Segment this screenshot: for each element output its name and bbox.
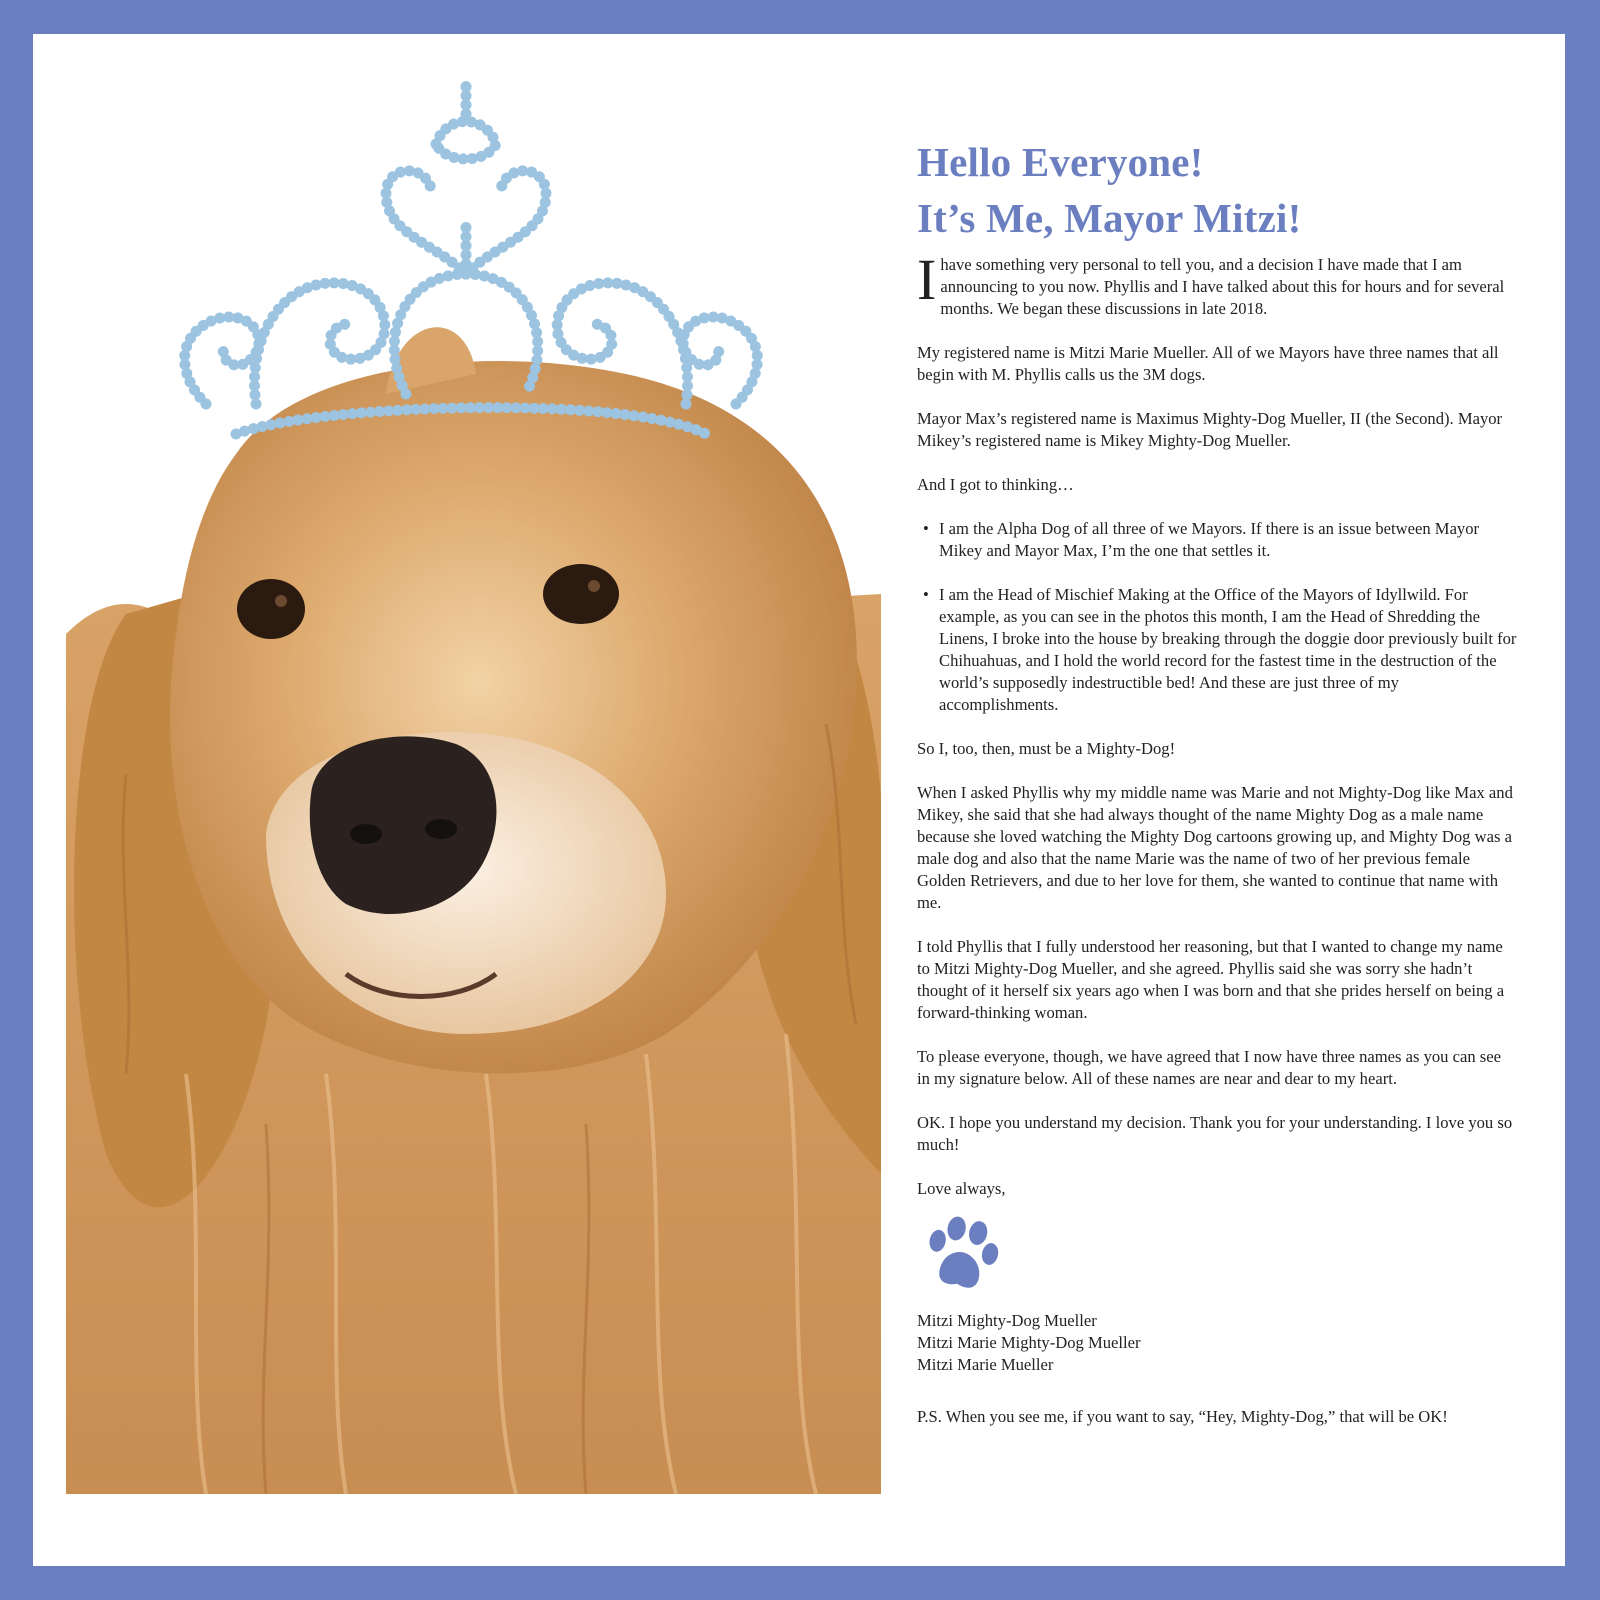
signature-line-3: Mitzi Marie Mueller <box>917 1355 1054 1374</box>
golden-retriever-image <box>66 74 881 1494</box>
paragraph-name-change: I told Phyllis that I fully understood her reasoning, but that I wanted to change my name to Mitzi Mighty-Dog Mueller, and she agreed. Phyllis said she was sorry she hadn’t thought of it herself six years ago when I was born and that she prides herself on being a forward-thinking woman. <box>917 937 1505 1022</box>
page-panel <box>33 34 1565 1566</box>
postscript: P.S. When you see me, if you want to say, “Hey, Mighty-Dog,” that will be OK! <box>917 1407 1448 1426</box>
paw-print-icon <box>921 1216 1001 1294</box>
paragraph-thinking: And I got to thinking… <box>917 475 1074 494</box>
headline-line-1: Hello Everyone! <box>917 139 1204 185</box>
signature-block <box>917 1310 1517 1376</box>
paragraph-other-mayors: Mayor Max’s registered name is Maximus Mighty-Dog Mueller, II (the Second). Mayor Mikey’s registered name is Mikey Mighty-Dog Mueller. <box>917 409 1503 450</box>
article <box>917 134 1517 1450</box>
headline <box>917 134 1517 246</box>
paragraph-thanks: OK. I hope you understand my decision. Thank you for your understanding. I love you so much! <box>917 1113 1513 1154</box>
intro-text: have something very personal to tell you, and a decision I have made that I am announcing to you now. Phyllis and I have talked about this for hours and for several months. We began these discussions in late 2018. <box>940 255 1505 318</box>
bullet-list <box>917 518 1517 716</box>
paragraph-registered-name: My registered name is Mitzi Marie Mueller. All of we Mayors have three names that all begin with M. Phyllis calls us the 3M dogs. <box>917 343 1499 384</box>
bullet-item-mischief: • I am the Head of Mischief Making at the Office of the Mayors of Idyllwild. For example, as you can see in the photos this month, I am the Head of Shredding the Linens, I broke into the house by breaking through the doggie door previously built for Chihuahuas, and I hold the world record for the fastest time in the destruction of the world’s supposedly indestructible bed! And these are just three of my accomplishments. <box>923 584 1517 716</box>
paragraph-three-names: To please everyone, though, we have agreed that I now have three names as you can see in my signature below. All of these names are near and dear to my heart. <box>917 1047 1501 1088</box>
dog-photo <box>66 74 881 1494</box>
headline-line-2: It’s Me, Mayor Mitzi! <box>917 195 1302 241</box>
paragraph-middle-name: When I asked Phyllis why my middle name was Marie and not Mighty-Dog like Max and Mikey, she said that she had always thought of the name Mighty Dog as a male name because she loved watching the Mighty Dog cartoons growing up, and Mighty Dog was a male dog and also that the name Marie was the name of two of her previous female Golden Retrievers, and due to her love for them, she wanted to continue that name with me. <box>917 783 1513 912</box>
drop-cap: I <box>917 247 937 312</box>
bullet-item-alpha-dog: • I am the Alpha Dog of all three of we Mayors. If there is an issue between Mayor Mikey and Mayor Max, I’m the one that settles it. <box>923 518 1517 562</box>
signature-line-1: Mitzi Mighty-Dog Mueller <box>917 1311 1097 1330</box>
paragraph-mighty-dog: So I, too, then, must be a Mighty-Dog! <box>917 739 1176 758</box>
intro-paragraph <box>917 247 1517 320</box>
signature-line-2: Mitzi Marie Mighty-Dog Mueller <box>917 1333 1141 1352</box>
closing-line: Love always, <box>917 1179 1006 1198</box>
